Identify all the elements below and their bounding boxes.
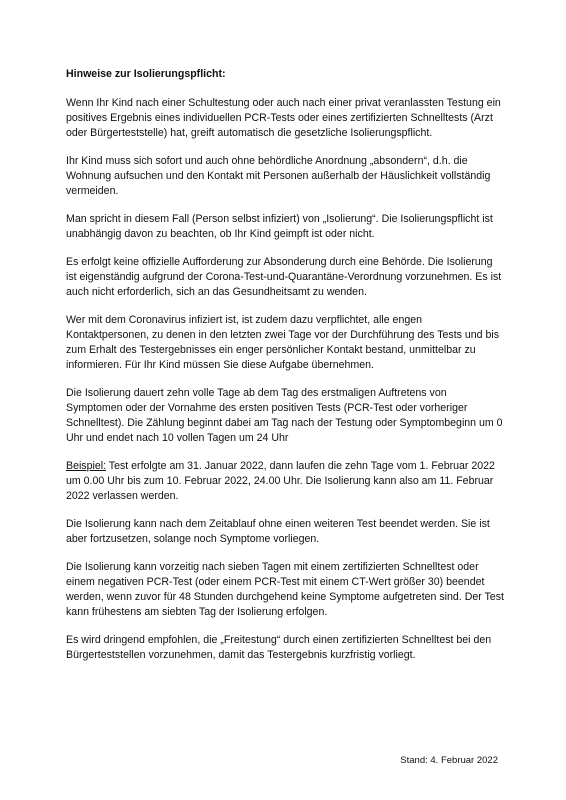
document-date-footer: Stand: 4. Februar 2022 (400, 755, 498, 766)
document-body (66, 67, 506, 676)
paragraph-no-official-order: Es erfolgt keine offizielle Aufforderung zur Absonderung durch eine Behörde. Die Isolierung ist eigenständig aufgrund der Corona-Test-und-Quarantäne-Verordnung vorzunehmen. Es ist auch nicht erforderlich, sich an das Gesundheitsamt zu wenden. (66, 256, 502, 298)
paragraph-early-release: Die Isolierung kann vorzeitig nach sieben Tagen mit einem zertifizierten Schnelltest oder einem negativen PCR-Test (oder einem PCR-Test mit einem CT-Wert größer 30) beendet werden, wenn zuvor für 48 Stunden durchgehend keine Symptome aufgetreten sind. Der Test kann frühestens am siebten Tag der Isolierung erfolgen. (66, 561, 504, 618)
paragraph-end-without-test: Die Isolierung kann nach dem Zeitablauf ohne einen weiteren Test beendet werden. Sie ist aber fortzusetzen, solange noch Symptome vorliegen. (66, 518, 490, 545)
paragraph-isolation-duration: Die Isolierung dauert zehn volle Tage ab dem Tag des erstmaligen Auftretens von Symptomen oder der Vornahme des ersten positiven Tests (PCR-Test oder vorheriger Schnelltest). Die Zählung beginnt dabei am Tag nach der Testung oder Symptombeginn um 0 Uhr und endet nach 10 vollen Tagen um 24 Uhr (66, 387, 503, 444)
example-text: Test erfolgte am 31. Januar 2022, dann laufen die zehn Tage vom 1. Februar 2022 um 0.00 Uhr bis zum 10. Februar 2022, 24.00 Uhr. Die Isolierung kann also am 11. Februar 2022 verlassen werden. (66, 460, 495, 502)
paragraph-recommendation: Es wird dringend empfohlen, die „Freitestung“ durch einen zertifizierten Schnelltest bei den Bürgerteststellen vorzunehmen, damit das Testergebnis kurzfristig vorliegt. (66, 634, 492, 661)
paragraph-isolation-definition: Man spricht in diesem Fall (Person selbst infiziert) von „Isolierung“. Die Isolierungspflicht ist unabhängig davon zu beachten, ob Ihr Kind geimpft ist oder nicht. (66, 213, 493, 240)
paragraph-example (66, 459, 506, 504)
document-heading: Hinweise zur Isolierungspflicht: (66, 68, 226, 80)
example-label: Beispiel: (66, 460, 107, 472)
paragraph-isolate-immediately: Ihr Kind muss sich sofort und auch ohne behördliche Anordnung „absondern“, d.h. die Wohnung aufsuchen und den Kontakt mit Personen außerhalb der Häuslichkeit vollständig vermeiden. (66, 155, 491, 197)
paragraph-positive-result: Wenn Ihr Kind nach einer Schultestung oder auch nach einer privat veranlassten Testung ein positives Ergebnis eines individuellen PCR-Tests oder eines zertifizierten Schnelltests (Arzt oder Bürgerteststelle) hat, greift automatisch die gesetzliche Isolierungspflicht. (66, 97, 501, 139)
paragraph-inform-contacts: Wer mit dem Coronavirus infiziert ist, ist zudem dazu verpflichtet, alle engen Kontaktpersonen, zu denen in den letzten zwei Tage vor der Durchführung des Tests und bis zum Erhalt des Testergebnisses ein enger persönlicher Kontakt bestand, unmittelbar zu informieren. Für Ihr Kind müssen Sie diese Aufgabe übernehmen. (66, 314, 500, 371)
